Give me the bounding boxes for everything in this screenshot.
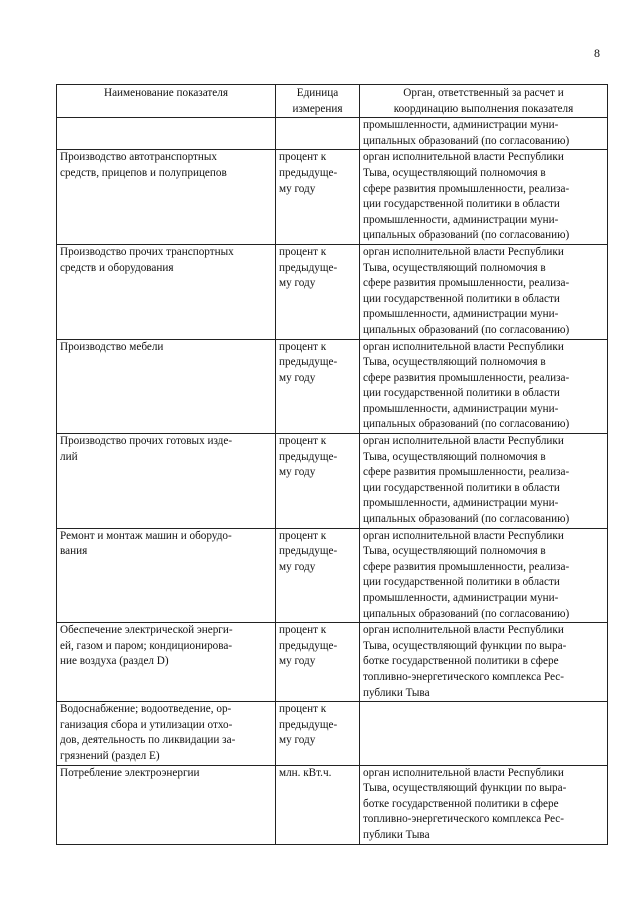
table-row: [57, 434, 608, 529]
table-row: [57, 702, 608, 765]
table-row: [57, 150, 608, 245]
cell-indicator-name: Производство прочих готовых изде- лий: [57, 434, 276, 529]
cell-responsible-organ: орган исполнительной власти Республики Тыва, осуществляющий функции по выра- ботке государственной политики в сфере топливно-энергетического комплекса Рес- публики Тыва: [360, 765, 608, 844]
cell-indicator-name: Производство автотранспортных средств, прицепов и полуприцепов: [57, 150, 276, 245]
page-number: 8: [594, 46, 600, 60]
cell-unit: [276, 118, 360, 150]
cell-unit: процент к предыдуще- му году: [276, 528, 360, 623]
cell-unit: млн. кВт.ч.: [276, 765, 360, 844]
cell-unit: процент к предыдуще- му году: [276, 702, 360, 765]
cell-responsible-organ: орган исполнительной власти Республики Тыва, осуществляющий полномочия в сфере развития промышленности, реализа- ции государственной политики в области промышленности, администрации муни- ципальных образований (по согласованию): [360, 528, 608, 623]
cell-indicator-name: [57, 118, 276, 150]
cell-unit: процент к предыдуще- му году: [276, 434, 360, 529]
cell-unit: процент к предыдуще- му году: [276, 244, 360, 339]
cell-responsible-organ: орган исполнительной власти Республики Тыва, осуществляющий полномочия в сфере развития промышленности, реализа- ции государственной политики в области промышленности, администрации муни- ципальных образований (по согласованию): [360, 339, 608, 434]
cell-indicator-name: Ремонт и монтаж машин и оборудо- вания: [57, 528, 276, 623]
cell-responsible-organ: орган исполнительной власти Республики Тыва, осуществляющий полномочия в сфере развития промышленности, реализа- ции государственной политики в области промышленности, администрации муни- ципальных образований (по согласованию): [360, 244, 608, 339]
cell-responsible-organ: орган исполнительной власти Республики Тыва, осуществляющий функции по выра- ботке государственной политики в сфере топливно-энергетического комплекса Рес- публики Тыва: [360, 623, 608, 702]
cell-indicator-name: Производство прочих транспортных средств и оборудования: [57, 244, 276, 339]
cell-unit: процент к предыдуще- му году: [276, 339, 360, 434]
cell-responsible-organ: [360, 702, 608, 765]
cell-unit: процент к предыдуще- му году: [276, 623, 360, 702]
cell-responsible-organ: промышленности, администрации муни- ципальных образований (по согласованию): [360, 118, 608, 150]
indicators-table: [56, 84, 608, 845]
table-row: [57, 244, 608, 339]
header-unit: Единица измерения: [276, 85, 360, 118]
table-row: [57, 118, 608, 150]
header-responsible-organ: Орган, ответственный за расчет и координацию выполнения показателя: [360, 85, 608, 118]
table-row: [57, 765, 608, 844]
cell-responsible-organ: орган исполнительной власти Республики Тыва, осуществляющий полномочия в сфере развития промышленности, реализа- ции государственной политики в области промышленности, администрации муни- ципальных образований (по согласованию): [360, 150, 608, 245]
table-header-row: [57, 85, 608, 118]
table-row: [57, 339, 608, 434]
cell-indicator-name: Потребление электроэнергии: [57, 765, 276, 844]
cell-unit: процент к предыдуще- му году: [276, 150, 360, 245]
cell-indicator-name: Производство мебели: [57, 339, 276, 434]
cell-responsible-organ: орган исполнительной власти Республики Тыва, осуществляющий полномочия в сфере развития промышленности, реализа- ции государственной политики в области промышленности, администрации муни- ципальных образований (по согласованию): [360, 434, 608, 529]
table-row: [57, 623, 608, 702]
table-row: [57, 528, 608, 623]
cell-indicator-name: Водоснабжение; водоотведение, ор- ганизация сбора и утилизации отхо- дов, деятельность по ликвидации за- грязнений (раздел Е): [57, 702, 276, 765]
header-indicator-name: Наименование показателя: [57, 85, 276, 118]
cell-indicator-name: Обеспечение электрической энерги- ей, газом и паром; кондиционирова- ние воздуха (раздел D): [57, 623, 276, 702]
